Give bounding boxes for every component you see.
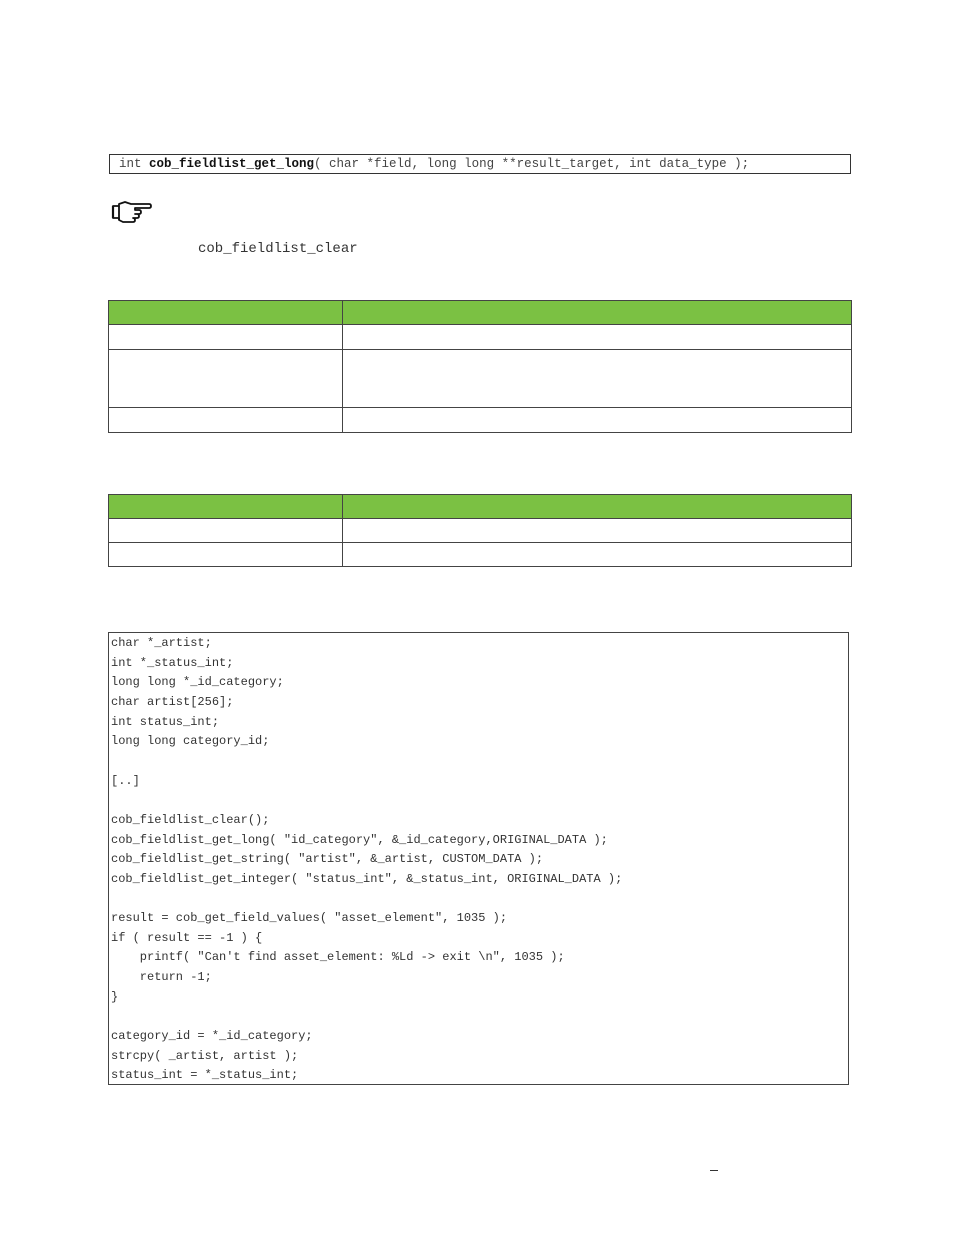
code-line: } — [111, 989, 119, 1004]
code-line: cob_fieldlist_clear(); — [111, 812, 270, 827]
code-line: strcpy( _artist, artist ); — [111, 1048, 299, 1063]
code-line: long long category_id; — [111, 734, 270, 749]
code-line: category_id = *_id_category; — [111, 1029, 313, 1043]
code-line: cob_fieldlist_get_integer( "status_int", &_status_int, ORIGINAL_DATA ); — [111, 871, 623, 886]
return-header-description — [343, 495, 852, 519]
code-line: long long *_id_category; — [111, 675, 284, 690]
table-row — [109, 325, 852, 350]
table-row — [109, 519, 852, 543]
table-cell — [343, 350, 852, 408]
code-line: int *_status_int; — [111, 655, 234, 670]
table-cell — [109, 350, 343, 408]
return-header-value — [109, 495, 343, 519]
code-line: char artist[256]; — [111, 694, 234, 709]
code-line: cob_fieldlist_get_long( "id_category", &_id_category,ORIGINAL_DATA ); — [111, 832, 608, 847]
note-function-reference: cob_fieldlist_clear — [198, 241, 358, 257]
return-table-header — [109, 495, 852, 519]
table-row — [109, 408, 852, 433]
code-example — [108, 632, 849, 1085]
function-signature — [109, 154, 851, 174]
table-cell — [109, 519, 343, 543]
table-cell — [109, 408, 343, 433]
signature-return-type: int — [119, 157, 150, 171]
code-line: cob_fieldlist_get_string( "artist", &_artist, CUSTOM_DATA ); — [111, 852, 544, 867]
parameters-header-description — [343, 301, 852, 325]
table-row — [109, 543, 852, 567]
code-line: status_int = *_status_int; — [111, 1068, 299, 1083]
code-line: if ( result == -1 ) { — [111, 930, 263, 945]
table-row — [109, 350, 852, 408]
table-cell — [343, 519, 852, 543]
code-line: int status_int; — [111, 714, 220, 729]
code-line: return -1; — [111, 970, 212, 985]
code-line: [..] — [111, 773, 140, 788]
table-cell — [343, 408, 852, 433]
table-cell — [343, 325, 852, 350]
signature-function-name: cob_fieldlist_get_long — [149, 157, 315, 171]
parameters-header-name — [109, 301, 343, 325]
code-line: result = cob_get_field_values( "asset_element", 1035 ); — [111, 911, 508, 926]
parameters-table — [108, 300, 852, 433]
table-cell — [109, 325, 343, 350]
code-line: char *_artist; — [111, 636, 212, 650]
table-cell — [343, 543, 852, 567]
return-values-table — [108, 494, 852, 567]
footer-dash — [710, 1170, 718, 1171]
pointing-hand-icon — [111, 198, 153, 224]
code-line: printf( "Can't find asset_element: %Ld -> exit \n", 1035 ); — [111, 950, 565, 965]
signature-params: ( char *field, long long **result_target, int data_type ); — [314, 157, 750, 171]
parameters-table-header — [109, 301, 852, 325]
table-cell — [109, 543, 343, 567]
